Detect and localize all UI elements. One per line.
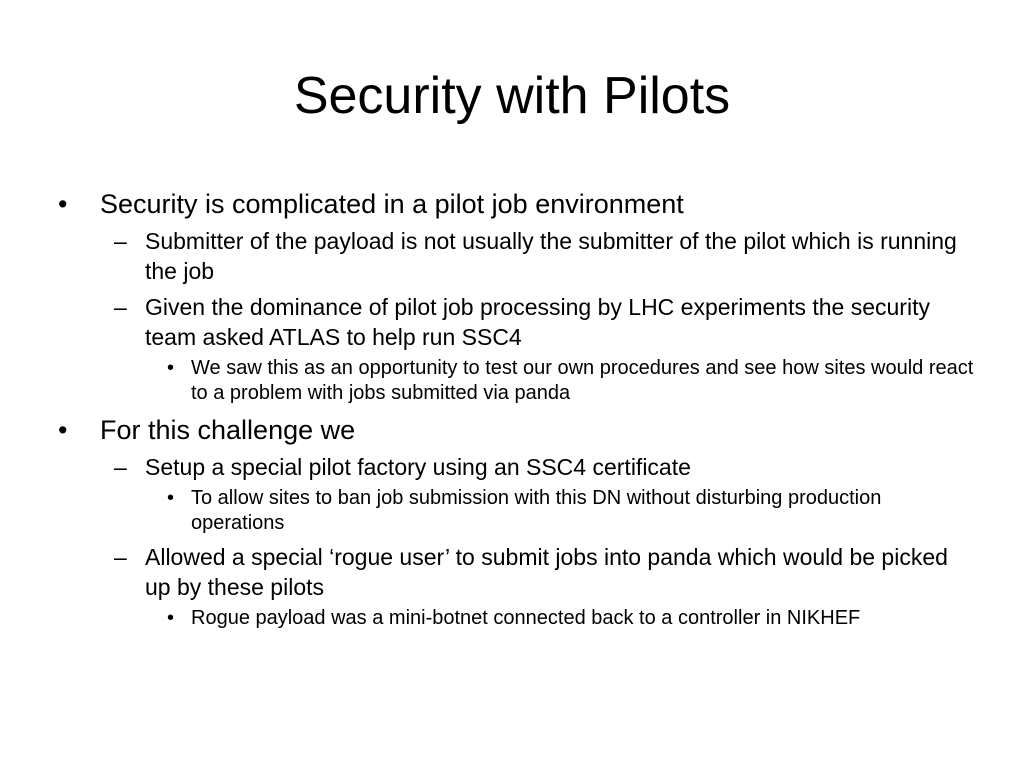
sub-sub-bullet-text: Rogue payload was a mini-botnet connected back to a controller in NIKHEF <box>191 607 861 629</box>
sub-sub-bullet-item <box>58 356 978 406</box>
dash-icon: – <box>114 454 127 480</box>
bullet-text: For this challenge we <box>100 415 356 445</box>
sub-bullet-text: Setup a special pilot factory using an SSC4 certificate <box>145 454 691 480</box>
bullet-item <box>58 188 978 220</box>
dash-icon: – <box>114 294 127 320</box>
dash-icon: – <box>114 228 127 254</box>
bullet-icon: • <box>167 487 175 509</box>
sub-bullet-item <box>58 452 978 482</box>
sub-bullet-item <box>58 542 978 602</box>
bullet-item <box>58 414 978 446</box>
bullet-icon: • <box>58 189 68 219</box>
dash-icon: – <box>114 544 127 570</box>
sub-bullet-text: Allowed a special ‘rogue user’ to submit jobs into panda which would be picked up by these pilots <box>145 544 948 600</box>
bullet-list <box>58 180 978 631</box>
sub-sub-bullet-text: We saw this as an opportunity to test our own procedures and see how sites would react to a problem with jobs submitted via panda <box>191 357 974 404</box>
bullet-icon: • <box>167 357 175 379</box>
bullet-icon: • <box>58 415 68 445</box>
slide-title: Security with Pilots <box>293 67 731 125</box>
sub-sub-bullet-item <box>58 606 978 631</box>
bullet-icon: • <box>167 607 175 629</box>
sub-sub-bullet-item <box>58 486 978 536</box>
sub-bullet-item <box>58 292 978 352</box>
sub-sub-bullet-text: To allow sites to ban job submission with this DN without disturbing production operations <box>191 487 882 534</box>
sub-bullet-item <box>58 226 978 286</box>
bullet-text: Security is complicated in a pilot job environment <box>100 189 684 219</box>
sub-bullet-text: Given the dominance of pilot job processing by LHC experiments the security team asked ATLAS to help run SSC4 <box>145 294 930 350</box>
sub-bullet-text: Submitter of the payload is not usually the submitter of the pilot which is running the job <box>145 228 957 284</box>
